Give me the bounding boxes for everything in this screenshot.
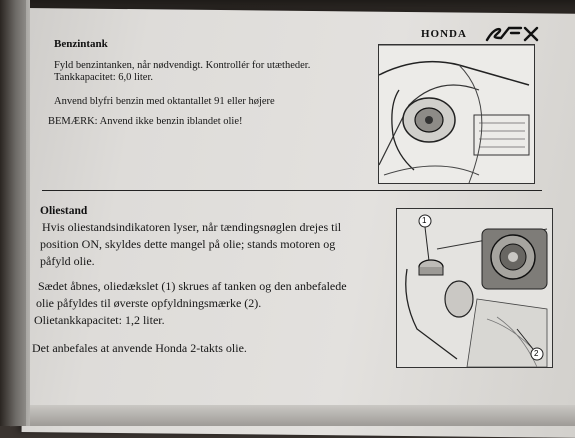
section-divider [42, 190, 542, 191]
fuel-tank-figure [378, 44, 535, 184]
honda-brand: HONDA [421, 28, 467, 40]
oil-line-5: olie påfyldes til øverste opfyldningsmærke (2). [36, 296, 262, 310]
oil-section-title: Oliestand [40, 205, 88, 217]
fuel-tank-drawing-icon [379, 45, 534, 183]
callout-2-label: 2 [534, 349, 539, 358]
fuel-note: Anvend blyfri benzin med oktantallet 91 eller højere [54, 96, 275, 107]
fuel-warning: BEMÆRK: Anvend ikke benzin iblandet olie! [48, 116, 243, 127]
oil-line-3: påfyld olie. [40, 254, 95, 268]
oil-capacity: Olietankkapacitet: 1,2 liter. [34, 313, 165, 327]
page-content [26, 8, 575, 426]
fuel-line-2: Tankkapacitet: 6,0 liter. [54, 72, 153, 83]
oil-line-2: position ON, skyldes dette mangel på olie; stands motoren og [40, 237, 336, 251]
oil-recommendation: Det anbefales at anvende Honda 2-takts olie. [32, 341, 247, 355]
oil-line-4: Sædet åbnes, oliedækslet (1) skrues af tanken og den anbefalede [38, 279, 347, 293]
oil-line-1: Hvis oliestandsindikatoren lyser, når tændingsnøglen drejes til [42, 220, 342, 234]
fuel-line-1: Fyld benzintanken, når nødvendigt. Kontrollér for utætheder. [54, 60, 311, 71]
fuel-section-title: Benzintank [54, 38, 108, 50]
callout-1-label: 1 [422, 216, 427, 225]
oil-tank-drawing-icon [397, 209, 552, 367]
oil-tank-figure [396, 208, 553, 368]
book-binding [0, 0, 26, 426]
sfx-logo-icon [481, 22, 551, 46]
